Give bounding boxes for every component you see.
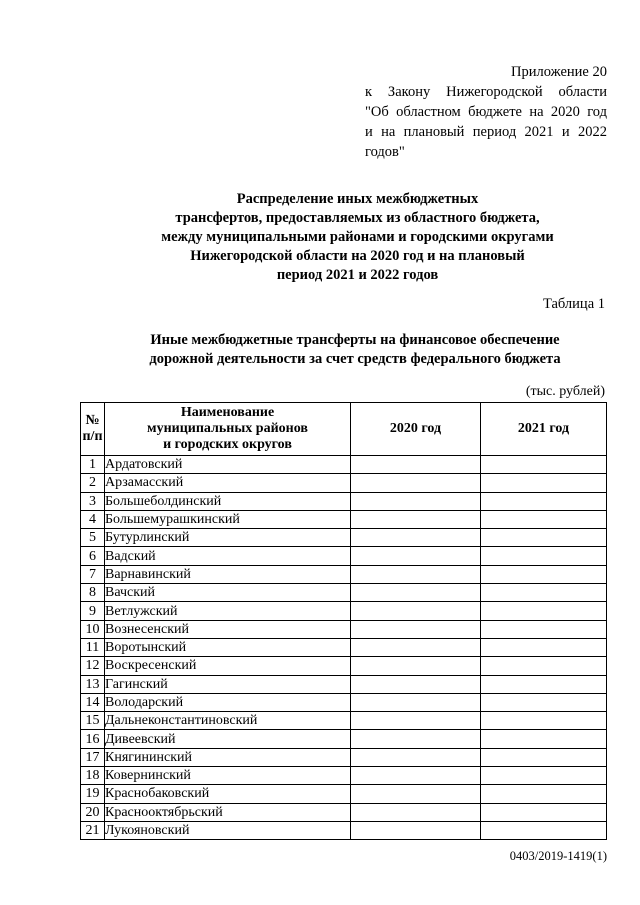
table-row [81,602,607,620]
header-name-line: муниципальных районов [147,421,308,436]
row-municipality-name: Вачский [105,584,351,602]
row-value-2021 [481,602,607,620]
row-value-2020 [351,584,481,602]
row-number: 5 [81,529,105,547]
title-line: Распределение иных межбюджетных [236,191,479,207]
row-municipality-name: Арзамасский [105,474,351,492]
header-number-abbr: п/п [82,429,103,444]
row-number: 8 [81,584,105,602]
table-row [81,584,607,602]
table-subtitle [105,331,605,369]
row-number: 7 [81,565,105,583]
row-value-2021 [481,492,607,510]
title-line: Нижегородской области на 2020 год и на плановый [190,248,525,264]
table-row [81,675,607,693]
row-value-2021 [481,675,607,693]
row-value-2021 [481,803,607,821]
appendix-law-line: к Закону Нижегородской области [365,84,607,100]
table-row [81,748,607,766]
row-municipality-name: Бутурлинский [105,529,351,547]
header-name-line: и городских округов [163,437,292,452]
row-municipality-name: Княгининский [105,748,351,766]
row-value-2021 [481,565,607,583]
document-title [130,190,585,285]
row-value-2020 [351,712,481,730]
row-value-2020 [351,767,481,785]
row-number: 2 [81,474,105,492]
row-value-2021 [481,821,607,839]
row-municipality-name: Лукояновский [105,821,351,839]
row-municipality-name: Большеболдинский [105,492,351,510]
row-number: 19 [81,785,105,803]
table-row [81,638,607,656]
row-number: 17 [81,748,105,766]
header-2021: 2021 год [481,403,607,456]
row-value-2020 [351,474,481,492]
row-number: 21 [81,821,105,839]
table-label: Таблица 1 [542,296,605,312]
row-municipality-name: Воротынский [105,638,351,656]
row-value-2021 [481,767,607,785]
units-label: (тыс. рублей) [525,384,605,399]
table-row [81,456,607,474]
row-number: 11 [81,638,105,656]
row-number: 9 [81,602,105,620]
row-number: 6 [81,547,105,565]
appendix-years-line: годов" [365,144,405,160]
transfers-table [80,402,607,840]
row-value-2021 [481,748,607,766]
row-number: 3 [81,492,105,510]
row-municipality-name: Володарский [105,693,351,711]
subtitle-line: Иные межбюджетные трансферты на финансовое обеспечение [150,332,560,348]
table-row [81,620,607,638]
row-value-2020 [351,821,481,839]
row-value-2021 [481,785,607,803]
appendix-period-line: и на плановый период 2021 и 2022 [365,124,607,140]
row-value-2020 [351,638,481,656]
row-value-2021 [481,456,607,474]
table-row [81,730,607,748]
row-value-2021 [481,620,607,638]
row-number: 15 [81,712,105,730]
row-value-2021 [481,730,607,748]
row-value-2021 [481,657,607,675]
row-value-2020 [351,803,481,821]
subtitle-line: дорожной деятельности за счет средств федерального бюджета [149,351,561,367]
table-row [81,510,607,528]
row-number: 12 [81,657,105,675]
row-value-2020 [351,547,481,565]
table-row [81,529,607,547]
table-row [81,767,607,785]
row-value-2020 [351,675,481,693]
row-value-2021 [481,474,607,492]
row-number: 20 [81,803,105,821]
row-municipality-name: Ветлужский [105,602,351,620]
row-value-2020 [351,456,481,474]
row-municipality-name: Варнавинский [105,565,351,583]
table-row [81,785,607,803]
row-value-2020 [351,693,481,711]
row-number: 10 [81,620,105,638]
row-municipality-name: Краснобаковский [105,785,351,803]
table-row [81,657,607,675]
row-value-2020 [351,492,481,510]
row-value-2020 [351,510,481,528]
table-row [81,474,607,492]
title-line: между муниципальными районами и городскими округами [161,229,554,245]
row-value-2020 [351,730,481,748]
row-number: 1 [81,456,105,474]
title-line: трансфертов, предоставляемых из областного бюджета, [175,210,540,226]
header-number [81,403,105,456]
row-value-2020 [351,602,481,620]
row-value-2020 [351,657,481,675]
table-header-row [81,403,607,456]
row-value-2021 [481,547,607,565]
row-value-2020 [351,529,481,547]
row-municipality-name: Ардатовский [105,456,351,474]
header-number-symbol: № [85,413,100,428]
row-value-2021 [481,693,607,711]
row-municipality-name: Дальнеконстантиновский [105,712,351,730]
row-municipality-name: Краснооктябрьский [105,803,351,821]
row-number: 13 [81,675,105,693]
row-value-2021 [481,712,607,730]
table-row [81,712,607,730]
table-row [81,821,607,839]
row-municipality-name: Ковернинский [105,767,351,785]
row-number: 4 [81,510,105,528]
row-value-2021 [481,529,607,547]
table-row [81,693,607,711]
row-value-2020 [351,785,481,803]
table-row [81,492,607,510]
row-municipality-name: Воскресенский [105,657,351,675]
document-code: 0403/2019-1419(1) [509,849,607,863]
header-name-line: Наименование [180,405,275,420]
appendix-law-title-line: "Об областном бюджете на 2020 год [365,104,607,120]
table-row [81,547,607,565]
header-municipality-name [105,403,351,456]
row-value-2020 [351,748,481,766]
row-number: 14 [81,693,105,711]
row-municipality-name: Вадский [105,547,351,565]
table-row [81,803,607,821]
appendix-number: Приложение 20 [511,64,607,80]
row-municipality-name: Большемурашкинский [105,510,351,528]
row-municipality-name: Гагинский [105,675,351,693]
row-value-2021 [481,584,607,602]
header-2020: 2020 год [351,403,481,456]
row-municipality-name: Вознесенский [105,620,351,638]
row-value-2021 [481,638,607,656]
row-municipality-name: Дивеевский [105,730,351,748]
row-number: 16 [81,730,105,748]
row-value-2021 [481,510,607,528]
row-value-2020 [351,620,481,638]
table-row [81,565,607,583]
row-value-2020 [351,565,481,583]
row-number: 18 [81,767,105,785]
title-line: период 2021 и 2022 годов [276,267,439,283]
appendix-reference [365,62,607,162]
